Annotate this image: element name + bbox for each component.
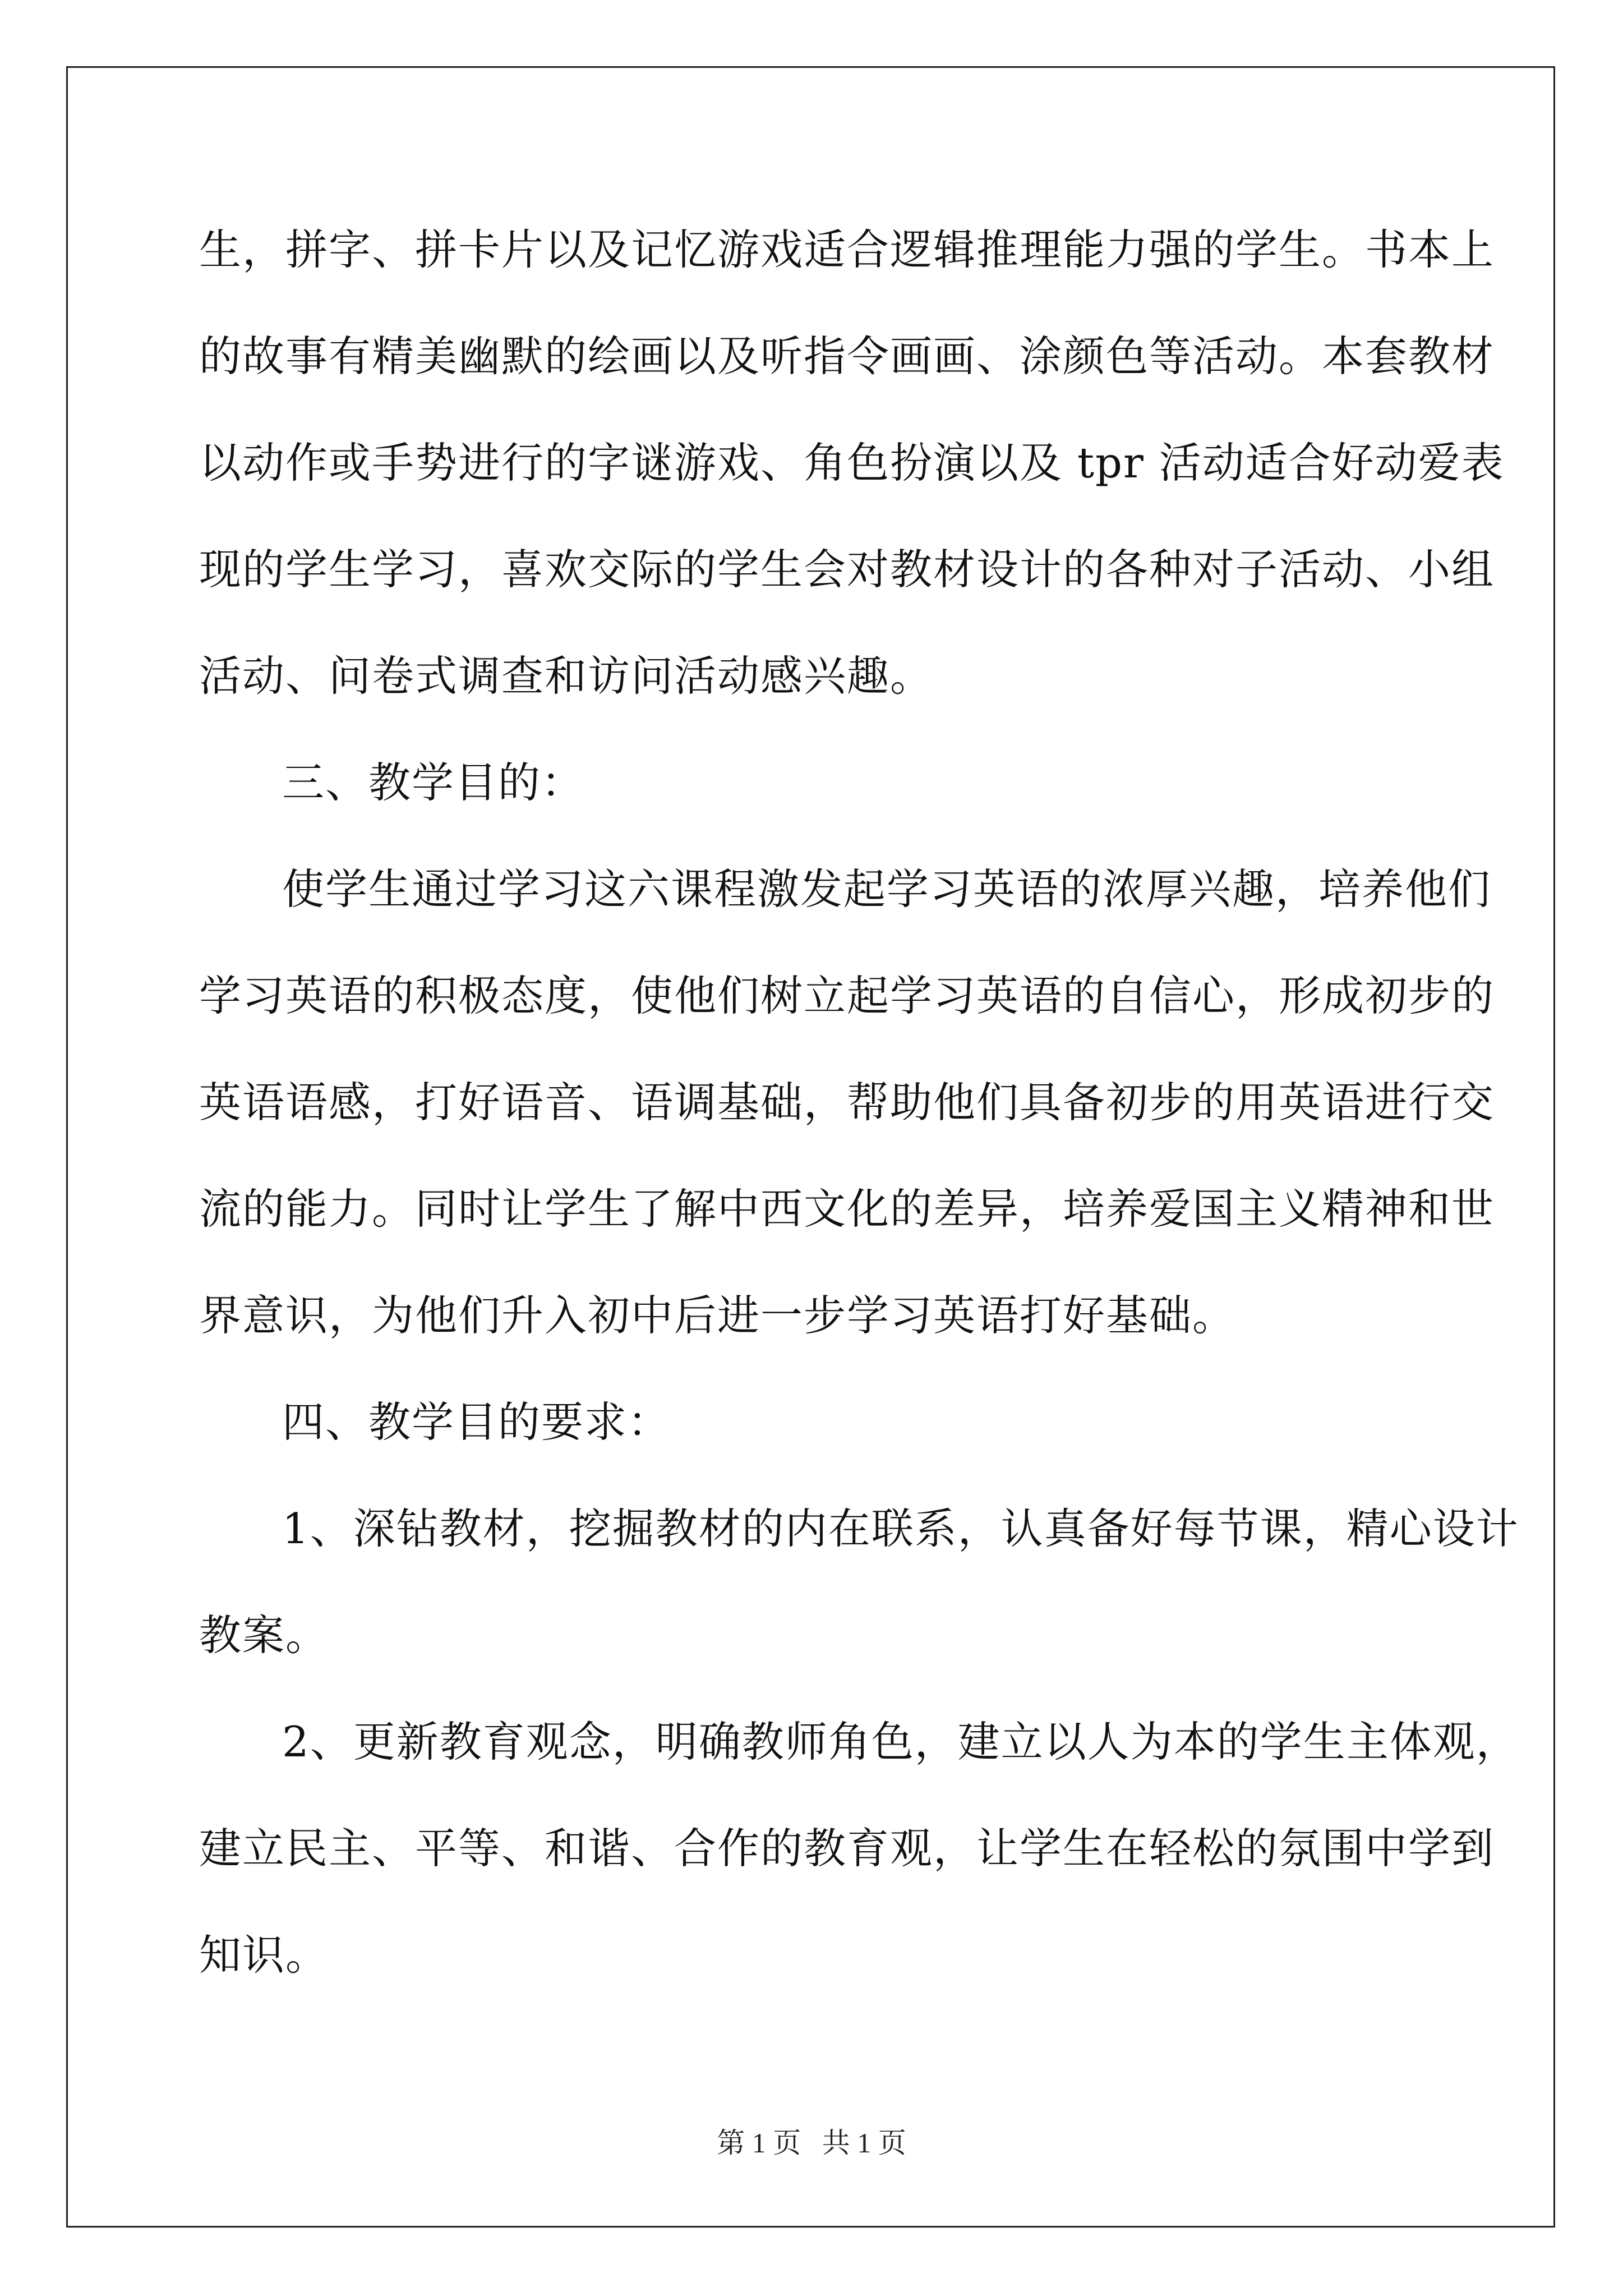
page-number-footer: 第 1 页 共 1 页 bbox=[717, 2127, 906, 2159]
text-line: 学习英语的积极态度，使他们树立起学习英语的自信心，形成初步的 bbox=[199, 971, 1495, 1020]
text-line: 的故事有精美幽默的绘画以及听指令画画、涂颜色等活动。本套教材 bbox=[199, 332, 1495, 381]
text-line: 2、更新教育观念，明确教师角色，建立以人为本的学生主体观， bbox=[282, 1717, 1519, 1766]
text-line: 使学生通过学习这六课程激发起学习英语的浓厚兴趣，培养他们 bbox=[282, 864, 1492, 914]
section-heading: 三、教学目的： bbox=[282, 758, 585, 807]
text-line: 活动、问卷式调查和访问活动感兴趣。 bbox=[199, 651, 934, 701]
text-line: 英语语感，打好语音、语调基础，帮助他们具备初步的用英语进行交 bbox=[199, 1078, 1495, 1127]
section-heading: 四、教学目的要求： bbox=[282, 1397, 671, 1447]
text-line: 教案。 bbox=[199, 1611, 329, 1660]
text-line: 界意识，为他们升入初中后进一步学习英语打好基础。 bbox=[199, 1291, 1236, 1340]
text-line: 以动作或手势进行的字谜游戏、角色扮演以及 tpr 活动适合好动爱表 bbox=[199, 438, 1505, 487]
text-line: 现的学生学习，喜欢交际的学生会对教材设计的各种对子活动、小组 bbox=[199, 545, 1495, 594]
text-line: 1、深钻教材，挖掘教材的内在联系，认真备好每节课，精心设计 bbox=[282, 1504, 1519, 1553]
text-line: 流的能力。同时让学生了解中西文化的差异，培养爱国主义精神和世 bbox=[199, 1184, 1495, 1234]
page-border bbox=[66, 66, 1555, 2228]
text-line: 知识。 bbox=[199, 1930, 329, 1980]
text-line: 建立民主、平等、和谐、合作的教育观，让学生在轻松的氛围中学到 bbox=[199, 1824, 1495, 1873]
text-line: 生，拼字、拼卡片以及记忆游戏适合逻辑推理能力强的学生。书本上 bbox=[199, 225, 1495, 274]
